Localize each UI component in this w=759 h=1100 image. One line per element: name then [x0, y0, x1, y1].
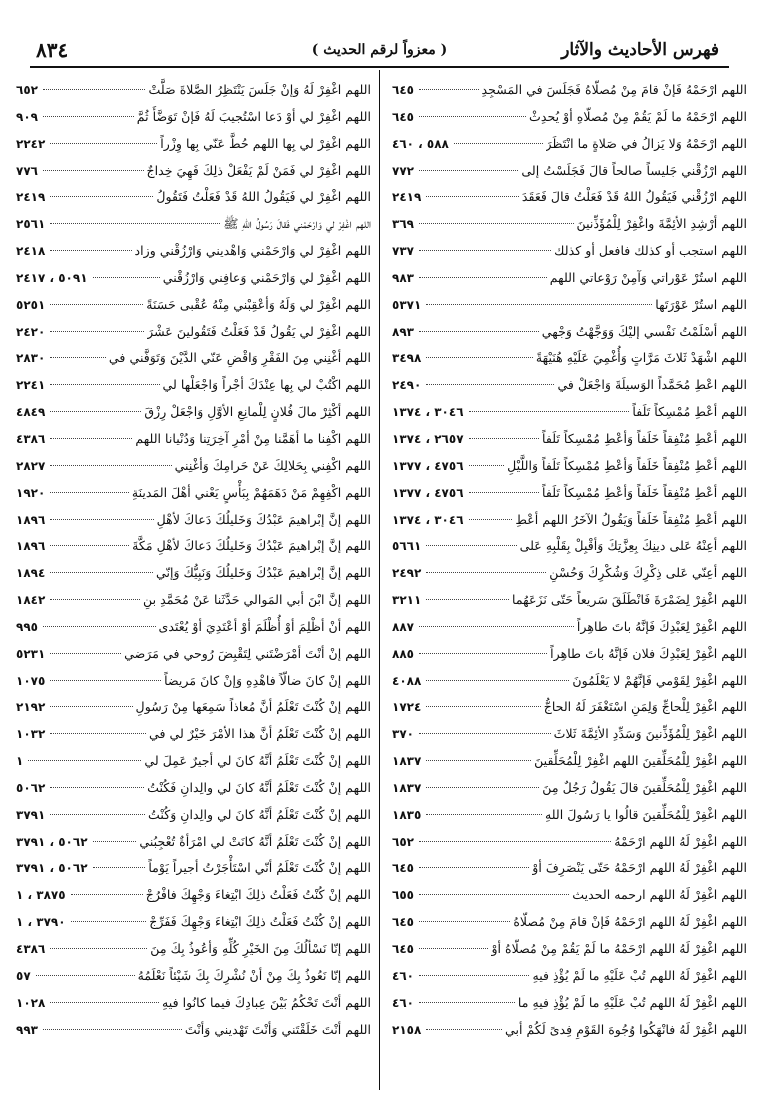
hadith-number: ١٨٩٤ — [16, 566, 46, 581]
index-entry — [16, 399, 371, 426]
entry-text: اللهم أعْطِ مُنْفِقاً خَلَفاً وَأعْطِ مُمْسِكاً تَلَفاً — [542, 484, 747, 500]
hadith-number: ٩٩٥ — [16, 619, 38, 634]
dot-leader — [50, 545, 129, 546]
entry-text: اللهم أكْثِرْ مالَ فُلانٍ لِلْمانِعِ الأوَّلِ وَاجْعَلْ رِزْقَ — [144, 404, 371, 420]
hadith-number: ١٠٢٨ — [16, 995, 46, 1010]
hadith-number: ٥٦٦١ — [392, 539, 422, 554]
index-entry — [16, 292, 371, 319]
entry-text: اللهم أعْطِ مُنْفِقاً خَلَفاً وَأعْطِ مُمْسِكاً تَلَفاً — [542, 430, 747, 446]
dot-leader — [43, 626, 156, 627]
dot-leader — [36, 975, 135, 976]
hadith-number: ٤٨٤٩ — [16, 405, 46, 420]
entry-text: اللهم ارْحَمْهُ وَلا يَزالُ في صَلاةٍ ما انْتَظَرَ — [545, 135, 747, 151]
hadith-number: ٥٧ — [16, 968, 31, 983]
entry-text: اللهم إنْ كُنْتُ فَعَلْتُ ذلِكَ ابْتِغاءَ وَجْهِكَ فَفَرِّجْ — [149, 914, 371, 930]
entry-text: اللهم اغْفِرْ لَهُ اللهم ارْحَمْهُ ما لَمْ يَقُمْ مِنْ مُصلّاهُ أوْ — [491, 941, 747, 956]
index-entry — [16, 372, 371, 399]
index-entry — [16, 426, 371, 453]
entry-text: اللهم اغْفِرْ لِلْمُحَلِّقينَ قالُوا يا رَسُولَ اللهِ — [544, 806, 747, 822]
index-entry — [16, 453, 371, 480]
index-entry — [16, 990, 371, 1017]
dot-leader — [469, 519, 513, 520]
entry-text: اللهم أنْ أظْلِمَ أوْ أُظْلَمَ أوْ أعْتَدِيَ أوْ يُعْتَدى — [158, 618, 371, 634]
dot-leader — [426, 384, 554, 385]
dot-leader — [469, 492, 540, 493]
hadith-number: ٨٩٣ — [392, 324, 414, 339]
page-number: ٨٣٤ — [36, 38, 69, 62]
dot-leader — [50, 384, 159, 385]
dot-leader — [419, 250, 551, 251]
index-entry — [392, 184, 747, 211]
hadith-number: ١٨٩٦ — [16, 539, 46, 554]
entry-text: اللهم إنْ كُنْتَ تَعْلَمُ أنَّ هذا الأمْرَ خَيْرٌ لي في — [148, 726, 371, 742]
hadith-number: ٨٨٥ — [392, 646, 414, 661]
hadith-number: ٥٢٣١ — [16, 646, 46, 661]
dot-leader — [419, 223, 574, 224]
dot-leader — [50, 438, 132, 439]
entry-text: اللهم أعِنْهُ عَلى دينِكَ بِعِزَّتِكَ وَأقْبِلْ بِقَلْبِهِ عَلى — [519, 538, 747, 554]
entry-text: اللهم إنْ كُنْتَ تَعْلَمُ أنّي اسْتَأْجَرْتُ أجيراً يَوْماً — [148, 860, 371, 876]
hadith-number: ٣٧٠ — [392, 727, 414, 742]
column-divider — [379, 70, 380, 1090]
index-entry — [392, 265, 747, 292]
dot-leader — [43, 116, 134, 117]
dot-leader — [469, 465, 505, 466]
hadith-number: ٢٢٤٢ — [16, 136, 46, 151]
hadith-number: ٢٤١٩ — [16, 190, 46, 205]
index-entry — [392, 855, 747, 882]
entry-text: اللهم اغْفِرْ لِلْمُؤَذِّنينَ وَسَدِّدِ الأئِمَّةَ ثَلاثَ — [553, 726, 747, 742]
index-entry — [392, 292, 747, 319]
index-entry — [392, 77, 747, 104]
index-entry — [16, 480, 371, 507]
dot-leader — [50, 948, 147, 949]
index-entry — [392, 936, 747, 963]
hadith-number: ٤٠٨٨ — [392, 673, 422, 688]
dot-leader — [50, 1002, 159, 1003]
entry-text: اللهم إنْ كُنْتَ تَعْلَمُ أنَّهُ كانَ لي والِدانِ فَكُنْتُ — [147, 779, 371, 795]
hadith-number: ٦٥٢ — [392, 834, 414, 849]
index-entry — [392, 882, 747, 909]
entry-text: اللهم إنْ أنْتَ أمْرَضْتَني لِتَقْبِضَ رُوحي في مَرَضي — [124, 645, 371, 661]
hadith-number: ١٠٣٢ — [16, 727, 46, 742]
entry-text: اللهم استُرْ عَوْراتي وَآمِنْ رَوْعاتي اللهم — [549, 269, 747, 285]
entry-text: اللهم إنّا نَعُوذُ بِكَ مِنْ أنْ نُشْرِكَ بِكَ شَيْئاً نَعْلَمُهُ — [137, 967, 371, 983]
index-entry — [16, 775, 371, 802]
entry-text: اللهم ارْزُقْني جَليساً صالحاً قالَ فَجَلَسْتُ إلى — [521, 162, 747, 178]
dot-leader — [50, 411, 141, 412]
hadith-number: ٣٧٩١ — [16, 807, 46, 822]
index-entry — [392, 721, 747, 748]
index-entry — [392, 748, 747, 775]
hadith-number: ٣٧٩٠ ، ١ — [16, 915, 66, 930]
hadith-number: ٥٠٩١ ، ٢٤١٧ — [16, 270, 88, 285]
dot-leader — [426, 572, 546, 573]
dot-leader — [426, 545, 516, 546]
hadith-number: ١٨٩٦ — [16, 512, 46, 527]
entry-text: اللهم استُرْ عَوْرَتَها — [655, 296, 747, 312]
entry-text: اللهم اغْفِرْ لي أوْ دَعا اسْتُجيبَ لَهُ فَإنْ تَوَضَّأَ ثُمَّ — [136, 108, 371, 124]
index-entry — [16, 802, 371, 829]
index-entry — [16, 641, 371, 668]
hadith-number: ٥٠٦٢ ، ٣٧٩١ — [16, 834, 88, 849]
hadith-number: ٤٣٨٦ — [16, 942, 46, 956]
entry-text: اللهم اغْفِرْ لِعَبْدِكَ فَإنَّهُ باتَ طاهِراً — [576, 618, 747, 634]
index-entry — [392, 345, 747, 372]
hadith-number: ٢٤١٩ — [392, 190, 422, 205]
hadith-number: ٢٨٢٧ — [16, 458, 46, 473]
page-header — [30, 34, 729, 68]
index-entry — [392, 829, 747, 856]
hadith-number: ١٧٢٤ — [392, 700, 422, 715]
entry-text: اللهم اشْهَدْ ثَلاثَ مَرَّاتٍ وَأُغْمِيَ عَلَيْهِ هُنَيْهَةً — [535, 350, 747, 366]
hadith-number: ٥٢٥١ — [16, 297, 46, 312]
dot-leader — [50, 599, 140, 600]
index-entry — [392, 426, 747, 453]
hadith-number: ٥٨٨ ، ٤٦٠ — [392, 136, 449, 151]
entry-text: اللهم أعْطِ مُنْفِقاً خَلَفاً وَيَقُولُ الآخَرُ اللهم أعْطِ — [515, 511, 747, 527]
page-subtitle: ( معزواً لرقم الحديث ) — [311, 42, 448, 58]
hadith-number: ٥٣٧١ — [392, 297, 422, 312]
index-entry — [392, 372, 747, 399]
entry-text: اللهم إنَّ إبْراهيمَ عَبْدُكَ وَخَليلُكَ دَعاكَ لأهْلِ — [156, 511, 371, 527]
page-title: فهرس الأحاديث والآثار — [561, 40, 719, 60]
index-entry — [16, 77, 371, 104]
hadith-number: ١٩٢٠ — [16, 485, 46, 500]
entry-text: اللهم استجب أو كذلك فافعل أو كذلك — [554, 243, 747, 259]
dot-leader — [426, 814, 542, 815]
index-entry — [392, 963, 747, 990]
hadith-number: ٢٤٩٢ — [392, 566, 422, 581]
dot-leader — [71, 921, 147, 922]
entry-text: اللهم إنْ كُنْتَ تَعْلَمُ أنَّهُ كانَ لي أجيرٌ عَمِلَ لي — [144, 753, 371, 769]
dot-leader — [469, 411, 630, 412]
hadith-number: ٦٤٥ — [392, 83, 414, 97]
dot-leader — [50, 304, 143, 305]
hadith-number: ٢٨٣٠ — [16, 351, 46, 366]
entry-text: اللهم اغْفِرْ لَهُ اللهم ارْحَمْهُ — [614, 833, 747, 849]
entry-text: اللهم اغْفِرْ لي يَقُولُ قَدْ فَعَلْتُ فَتَقُولينَ عَشْرَ — [147, 323, 371, 339]
dot-leader — [454, 143, 543, 144]
dot-leader — [426, 706, 540, 707]
hadith-number: ٧٧٦ — [16, 163, 38, 178]
entry-text: اللهم إنَّ إبْراهيمَ عَبْدُكَ وَخَليلُكَ وَنَبِيُّكَ وَإنّي — [155, 565, 371, 581]
hadith-number: ١٨٤٢ — [16, 593, 46, 608]
dot-leader — [50, 519, 153, 520]
hadith-number: ٧٧٢ — [392, 163, 414, 178]
dot-leader — [419, 653, 547, 654]
entry-text: اللهم إنْ كُنْتُ فَعَلْتُ ذلِكَ ابْتِغاءَ وَجْهِكَ فافْرُجْ — [145, 887, 371, 903]
index-entry — [392, 158, 747, 185]
dot-leader — [50, 357, 106, 358]
entry-text: اللهم إنْ كُنْتَ تَعْلَمُ أنَّهُ كانَتْ لي امْرَأةٌ تُعْجِبُني — [139, 833, 371, 849]
dot-leader — [50, 465, 171, 466]
hadith-number: ٦٤٥ — [392, 942, 414, 956]
dot-leader — [419, 841, 611, 842]
entry-text: اللهم ارْحَمْهُ فَإنْ قامَ مِنْ مُصلّاهُ فَجَلَسَ في المَسْجِدِ — [481, 82, 747, 97]
entry-text: اللهم اغْفِرْ لَهُ فانْهَكُوا وُجُوهَ القَوْمِ فِدىً لَكُمْ أبي — [505, 1021, 747, 1037]
index-entry — [16, 158, 371, 185]
dot-leader — [419, 170, 518, 171]
dot-leader — [426, 680, 569, 681]
hadith-number: ١ — [16, 754, 24, 769]
dot-leader — [419, 89, 479, 90]
dot-leader — [419, 921, 510, 922]
hadith-number: ٢٥٦١ — [16, 217, 46, 232]
entry-text: اللهم اغْفِرْ لي وَارْحَمْني فَقالَ رَسُولُ اللهِ ﷺ — [223, 216, 371, 232]
dot-leader — [50, 787, 144, 788]
hadith-number: ٩٨٣ — [392, 270, 414, 285]
hadith-number: ٥٠٦٢ — [16, 780, 46, 795]
index-entry — [16, 587, 371, 614]
index-entry — [392, 641, 747, 668]
dot-leader — [419, 331, 539, 332]
dot-leader — [50, 814, 145, 815]
entry-text: اللهم إنْ كُنْتَ تَعْلَمُ أنَّ مُعاذاً سَمِعَها مِنْ رَسُولِ — [135, 699, 371, 715]
index-entry — [16, 345, 371, 372]
entry-text: اللهم أعْطِ مُنْفِقاً خَلَفاً وَأعْطِ مُمْسِكاً تَلَفاً وَاللَّيْلِ — [507, 457, 747, 473]
dot-leader — [426, 357, 533, 358]
index-entry — [16, 855, 371, 882]
index-entry — [392, 802, 747, 829]
dot-leader — [419, 277, 547, 278]
index-entry — [16, 507, 371, 534]
entry-text: اللهم اكْفِني بِحَلالِكَ عَنْ حَرامِكَ وَأغْنِني — [174, 457, 371, 473]
hadith-number: ٦٤٥ — [392, 861, 414, 876]
hadith-number: ٣٤٩٨ — [392, 351, 422, 366]
index-entry — [16, 668, 371, 695]
dot-leader — [50, 331, 144, 332]
dot-leader — [419, 116, 526, 117]
index-entry — [392, 909, 747, 936]
index-entry — [16, 533, 371, 560]
index-entry — [392, 104, 747, 131]
hadith-number: ٢٦٥٧ ، ١٣٧٤ — [392, 431, 464, 446]
index-entry — [392, 480, 747, 507]
index-entry — [16, 829, 371, 856]
entry-text: اللهم اغْفِرْ لي بِها اللهم حُطَّ عَنّي بِها وِزْراً — [160, 135, 371, 151]
index-entry — [392, 319, 747, 346]
hadith-number: ١٨٣٥ — [392, 807, 422, 822]
index-entry — [392, 694, 747, 721]
dot-leader — [426, 760, 531, 761]
index-entry — [16, 1017, 371, 1044]
hadith-number: ٦٤٥ — [392, 915, 414, 930]
dot-leader — [469, 438, 540, 439]
hadith-number: ٣٨٧٥ ، ١ — [16, 888, 66, 903]
index-entry — [392, 1017, 747, 1044]
index-entry — [392, 560, 747, 587]
entry-text: اللهم أرْشِدِ الأئِمَّةَ واغْفِرْ لِلْمُؤَذِّنينَ — [576, 216, 747, 232]
index-entry — [16, 963, 371, 990]
dot-leader — [50, 572, 153, 573]
hadith-number: ٧٣٧ — [392, 244, 414, 259]
hadith-number: ١٨٣٧ — [392, 780, 422, 795]
entry-text: اللهم أسْلَمْتُ نَفْسي إليْكَ وَوَجَّهْتُ وَجْهي — [541, 323, 747, 339]
hadith-number: ٨٨٧ — [392, 619, 414, 634]
hadith-number: ٩٠٩ — [16, 109, 38, 124]
index-entry — [16, 211, 371, 238]
entry-text: اللهم اغْفِرْ لِلْحاجِّ وَلِمَنِ اسْتَغْفَرَ لَهُ الحاجُّ — [543, 699, 747, 715]
entry-text: اللهم اغْفِرْ لَهُ وَإنْ جَلَسَ يَنْتَظِرُ الصَّلاةَ صَلَّتْ — [148, 82, 371, 97]
entry-text: اللهم اغْفِرْ لي وَارْحَمْني وَاهْديني وَارْزُقْني وزاد — [134, 243, 371, 259]
left-column — [16, 77, 371, 1077]
hadith-number: ٢٢٤١ — [16, 378, 46, 393]
dot-leader — [50, 653, 121, 654]
index-entry — [16, 721, 371, 748]
dot-leader — [93, 867, 146, 868]
index-entry — [392, 668, 747, 695]
index-entry — [16, 265, 371, 292]
hadith-number: ٢٤١٨ — [16, 244, 46, 259]
dot-leader — [43, 89, 145, 90]
index-entry — [16, 909, 371, 936]
hadith-number: ٤٧٥٦ ، ١٣٧٧ — [392, 485, 464, 500]
hadith-number: ٥٠٦٢ ، ٣٧٩١ — [16, 861, 88, 876]
dot-leader — [426, 196, 519, 197]
dot-leader — [71, 894, 143, 895]
index-entry — [16, 614, 371, 641]
index-entry — [16, 104, 371, 131]
dot-leader — [50, 492, 129, 493]
entry-text: اللهم ارْزُقْني فَيَقُولُ اللهُ قَدْ فَعَلْتُ قالَ فَعَقَدَ — [521, 189, 747, 205]
index-entry — [16, 319, 371, 346]
dot-leader — [419, 1002, 515, 1003]
hadith-number: ٤٣٨٦ — [16, 431, 46, 446]
entry-text: اللهم أعْطِ مُمْسِكاً تَلَفاً — [632, 404, 747, 420]
hadith-number: ٩٩٣ — [16, 1022, 38, 1037]
entry-text: اللهم أغْنِني مِنَ الفَقْرِ وَاقْضِ عَنّي الدَّيْنَ وَتَوَفَّني في — [108, 350, 371, 366]
entry-text: اللهم اعْطِ مُحَمَّداً الوَسيلَةَ وَاجْعَلْ في — [557, 377, 747, 393]
dot-leader — [43, 170, 144, 171]
dot-leader — [50, 143, 157, 144]
entry-text: اللهم اغْفِرْ لَهُ اللهم تُبْ عَلَيْهِ ما لَمْ يُؤْذِ فيهِ ما — [517, 994, 747, 1010]
entry-text: اللهم اغْفِرْ لِضَمْرَةَ فَانْطَلَقَ سَريعاً حَتّى نَزَعَهُما — [512, 592, 747, 608]
index-entry — [16, 131, 371, 158]
entry-text: اللهم إنْ كانَ ضالّاً فاهْدِهِ وَإنْ كانَ مَريضاً — [164, 672, 371, 688]
dot-leader — [419, 975, 530, 976]
entry-text: اللهم إنَّ ابْنَ أبي المَوالي حَدَّثَنا عَنْ مُحَمَّدِ بنِ — [142, 592, 371, 608]
index-entry — [392, 533, 747, 560]
hadith-number: ٦٥٥ — [392, 888, 414, 903]
dot-leader — [93, 277, 160, 278]
index-entry — [16, 184, 371, 211]
index-entry — [392, 775, 747, 802]
entry-text: اللهم اغْفِرْ لي وَارْحَمْني وَعافِني وَارْزُقْني — [162, 269, 371, 285]
index-entry — [392, 131, 747, 158]
index-entry — [392, 453, 747, 480]
hadith-number: ٦٤٥ — [392, 109, 414, 124]
dot-leader — [50, 196, 153, 197]
entry-text: اللهم إنْ كُنْتَ تَعْلَمُ أنَّهُ كانَ لي والِدانِ وَكُنْتُ — [148, 806, 371, 822]
index-entry — [392, 587, 747, 614]
dot-leader — [28, 760, 141, 761]
entry-text: اللهم اغْفِرْ لِلْمُحَلِّقينَ قالَ يَقُولُ رَجُلٌ مِنَ — [542, 779, 747, 795]
hadith-number: ٣٠٤٦ ، ١٣٧٤ — [392, 512, 464, 527]
dot-leader — [419, 894, 569, 895]
index-entry — [16, 238, 371, 265]
entry-text: اللهم أعِنّي عَلى ذِكْرِكَ وَشُكْرِكَ وَحُسْنِ — [549, 565, 747, 581]
index-entry — [392, 990, 747, 1017]
entry-text: اللهم اغْفِرْ لِلْمُحَلِّقينَ اللهم اغْفِرْ لِلْمُحَلِّقينَ — [534, 753, 747, 769]
dot-leader — [43, 1029, 182, 1030]
entry-text: اللهم اكْتُبْ لي بِها عِنْدَكَ أجْراً وَاجْعَلْها لي — [162, 377, 371, 393]
entry-text: اللهم اغْفِرْ لَهُ اللهم تُبْ عَلَيْهِ ما لَمْ يُؤْذِ فيهِ — [532, 967, 747, 983]
entry-text: اللهم اغْفِرْ لَهُ اللهم ارْحَمْهُ فَإنْ قامَ مِنْ مُصلّاهُ — [513, 914, 747, 930]
hadith-number: ٣٢١١ — [392, 593, 422, 608]
entry-text: اللهم اغْفِرْ لِعَبْدِكَ فلان فَإنَّهُ باتَ طاهِراً — [550, 645, 747, 661]
entry-text: اللهم اغْفِرْ لَهُ اللهم ارحمه الحديث — [572, 887, 747, 903]
dot-leader — [50, 680, 161, 681]
dot-leader — [50, 223, 220, 224]
entry-text: اللهم أنْتَ تَحْكُمُ بَيْنَ عِبادِكَ فيما كانُوا فيهِ — [162, 994, 371, 1010]
dot-leader — [50, 706, 132, 707]
index-entry — [392, 238, 747, 265]
dot-leader — [426, 599, 509, 600]
entry-text: اللهم اغْفِرْ لَهُ اللهم ارْحَمْهُ حَتّى يَنْصَرِفَ أوْ — [532, 860, 747, 876]
right-column — [392, 77, 747, 1077]
entry-text: اللهم إنّا نَسْألُكَ مِنَ الخَيْرِ كُلِّهِ وَأعُوذُ بِكَ مِنَ — [150, 941, 371, 956]
entry-text: اللهم اغْفِرْ لي فَمَنْ لَمْ يَفْعَلْ ذلِكَ فَهِيَ خِداجٌ — [146, 162, 371, 178]
hadith-number: ٣٦٩ — [392, 217, 414, 232]
hadith-number: ١٨٣٧ — [392, 754, 422, 769]
hadith-number: ٤٦٠ — [392, 968, 414, 983]
index-entry — [392, 211, 747, 238]
hadith-number: ١٠٧٥ — [16, 673, 46, 688]
hadith-number: ٣٠٤٦ ، ١٣٧٤ — [392, 405, 464, 420]
index-entry — [392, 507, 747, 534]
dot-leader — [50, 250, 131, 251]
dot-leader — [93, 841, 137, 842]
dot-leader — [419, 948, 488, 949]
dot-leader — [426, 787, 539, 788]
index-entry — [16, 936, 371, 963]
entry-text: اللهم اكْفِهِمْ مَنْ دَهَمَهُمْ بِبَأْسٍ يَعْني أهْلَ المَدينَةِ — [131, 484, 371, 500]
dot-leader — [426, 304, 652, 305]
entry-text: اللهم اكْفِنا ما أهَمَّنا مِنْ أمْرِ آخِرَتِنا وَدُنْيانا اللهم — [135, 430, 371, 446]
index-entry — [16, 694, 371, 721]
hadith-number: ٢١٩٢ — [16, 700, 46, 715]
entry-text: اللهم أنْتَ خَلَقْتَني وَأنْتَ تَهْديني وَأنْتَ — [184, 1021, 371, 1037]
entry-text: اللهم اغْفِرْ لي فَيَقُولُ اللهُ قَدْ فَعَلْتُ فَتَقُولُ — [156, 189, 371, 205]
index-entry — [392, 399, 747, 426]
entry-text: اللهم ارْحَمْهُ ما لَمْ يَقُمْ مِنْ مُصلّاهِ أوْ يُحدِثْ — [529, 108, 747, 124]
hadith-number: ٤٦٠ — [392, 995, 414, 1010]
dot-leader — [419, 867, 529, 868]
index-entry — [16, 560, 371, 587]
hadith-number: ٦٥٢ — [16, 83, 38, 97]
index-entry — [16, 882, 371, 909]
entry-text: اللهم اغْفِرْ لِقَوْمي فَإنَّهُمْ لا يَعْلَمُونَ — [572, 672, 747, 688]
hadith-number: ٢٤٢٠ — [16, 324, 46, 339]
hadith-number: ٤٧٥٦ ، ١٣٧٧ — [392, 458, 464, 473]
index-entry — [16, 748, 371, 775]
hadith-number: ٢١٥٨ — [392, 1022, 422, 1037]
index-entry — [392, 614, 747, 641]
dot-leader — [426, 1029, 502, 1030]
dot-leader — [419, 733, 551, 734]
dot-leader — [50, 733, 146, 734]
hadith-number: ٢٤٩٠ — [392, 378, 422, 393]
entry-text: اللهم اغْفِرْ لي وَلَهُ وَأعْقِبْني مِنْهُ عُقْبى حَسَنَةً — [146, 296, 371, 312]
dot-leader — [419, 626, 574, 627]
entry-text: اللهم إنَّ إبْراهيمَ عَبْدُكَ وَخَليلُكَ دَعاكَ لأهْلِ مَكَّةَ — [132, 538, 371, 554]
